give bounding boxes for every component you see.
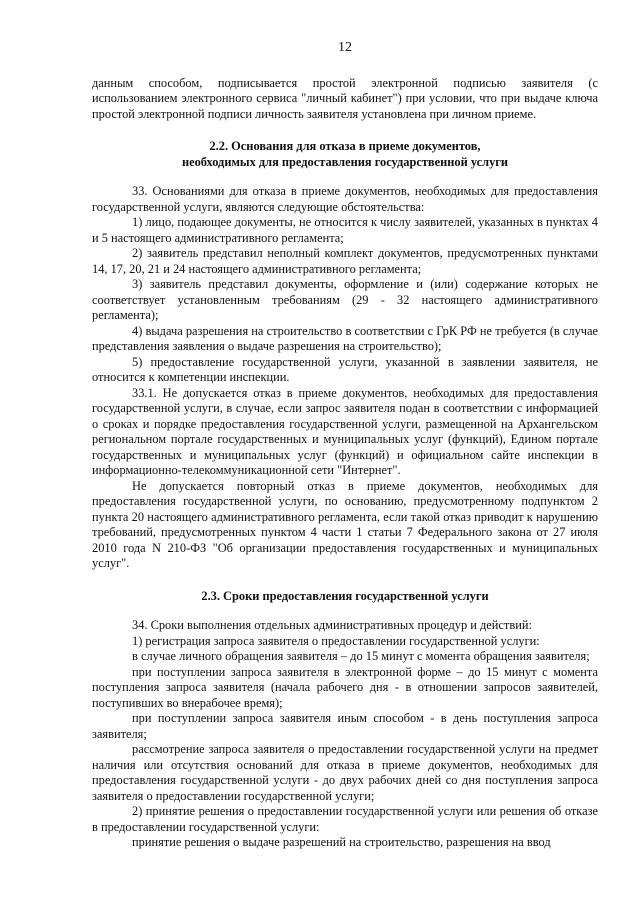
paragraph-33: 33. Основаниями для отказа в приеме документов, необходимых для предоставления государственной услуги, являются следующие обстоятельства: xyxy=(92,184,598,214)
paragraph-34-item-1: 1) регистрация запроса заявителя о предоставлении государственной услуги: xyxy=(132,633,540,648)
paragraph-33-item-5: 5) предоставление государственной услуги, указанной в заявлении заявителя, не относится к компетенции инспекции. xyxy=(92,354,598,384)
intro-paragraph: данным способом, подписывается простой электронной подписью заявителя (с использованием электронного сервиса "личный кабинет") при условии, что при выдаче ключа простой электронной подписи личность заявителя установлена при личном приеме. xyxy=(92,75,598,121)
section-2-2-heading xyxy=(92,139,598,170)
section-2-3-heading: 2.3. Сроки предоставления государственной услуги xyxy=(201,588,489,603)
paragraph-33-item-3: 3) заявитель представил документы, оформление и (или) содержание которых не соответствует установленным требованиям (29 - 32 настоящего административного регламента); xyxy=(92,277,598,322)
paragraph-34-review: рассмотрение запроса заявителя о предоставлении государственной услуги на предмет наличия или отсутствия оснований для отказа в приеме документов, необходимых для предоставления государственной услуги - до двух рабочих дней со дня поступления запроса заявителя о предоставлении государственной услуги; xyxy=(92,742,598,803)
section-2-2-heading-line1: 2.2. Основания для отказа в приеме документов, xyxy=(209,139,481,153)
paragraph-34-personal-visit: в случае личного обращения заявителя – до 15 минут с момента обращения заявителя; xyxy=(132,649,590,663)
section-2-2-heading-line2: необходимых для предоставления государственной услуги xyxy=(181,154,509,169)
paragraph-34: 34. Сроки выполнения отдельных административных процедур и действий: xyxy=(132,618,532,632)
paragraph-34-item-2: 2) принятие решения о предоставлении государственной услуги или решения об отказе в предоставлении государственной услуги: xyxy=(92,804,598,834)
paragraph-33-item-4: 4) выдача разрешения на строительство в соответствии с ГрК РФ не требуется (в случае представления заявления о выдаче разрешения на строительство); xyxy=(92,323,598,353)
paragraph-33-1: 33.1. Не допускается отказ в приеме документов, необходимых для предоставления государственной услуги, в случае, если запрос заявителя подан в соответствии с информацией о сроках и порядке предоставления государственной услуги, размещенной на Архангельском региональном портале государственных и муниципальных услуг (функций), Едином портале государственных и муниципальных услуг (функций) и официальном сайте инспекции в информационно-телекоммуникационной сети "Интернет". xyxy=(92,385,598,477)
paragraph-33-item-2: 2) заявитель представил неполный комплект документов, предусмотренных пунктами 14, 17, 20, 21 и 24 настоящего административного регламента; xyxy=(92,246,598,276)
paragraph-34-other-method: при поступлении запроса заявителя иным способом - в день поступления запроса заявителя; xyxy=(92,711,598,741)
paragraph-33-1-repeat-refusal: Не допускается повторный отказ в приеме документов, необходимых для предоставления государственной услуги, по основанию, предусмотренному подпунктом 2 пункта 20 настоящего административного регламента, если такой отказ приводит к нарушению требований, предусмотренных пунктом 4 части 1 статьи 7 Федерального закона от 27 июля 2010 года N 210-ФЗ "Об организации предоставления государственных и муниципальных услуг". xyxy=(92,478,598,570)
page-number: 12 xyxy=(338,40,352,55)
paragraph-34-electronic: при поступлении запроса заявителя в электронной форме – до 15 минут с момента поступления запроса заявителя (начала рабочего дня - в отношении запросов заявителей, поступивших во внерабочее время); xyxy=(92,664,598,710)
paragraph-34-decision: принятие решения о выдаче разрешений на строительство, разрешения на ввод xyxy=(132,835,551,849)
paragraph-33-item-1: 1) лицо, подающее документы, не относится к числу заявителей, указанных в пунктах 4 и 5 настоящего административного регламента; xyxy=(92,215,598,245)
